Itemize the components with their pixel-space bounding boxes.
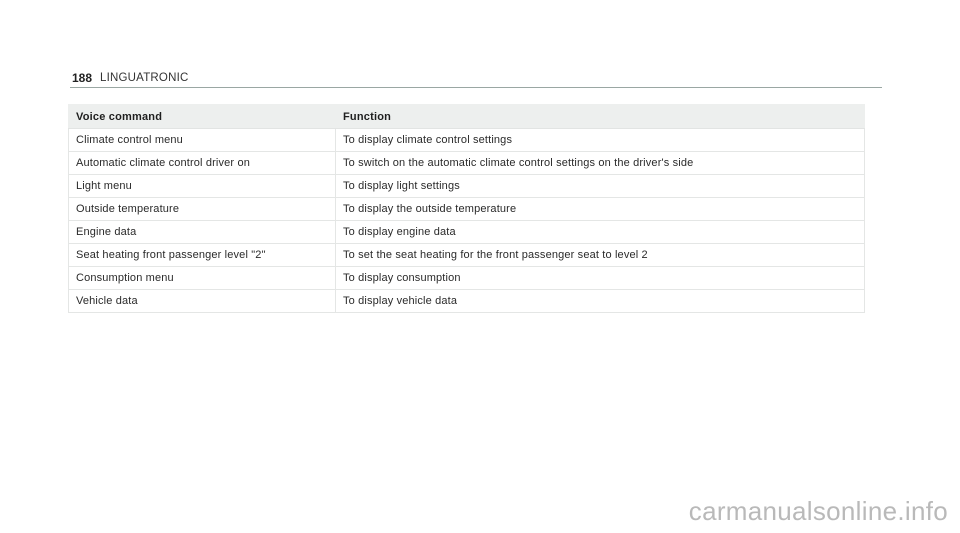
page-number: 188 bbox=[72, 71, 93, 85]
function-cell: To set the seat heating for the front passenger seat to level 2 bbox=[336, 244, 865, 267]
voice-command-cell: Light menu bbox=[69, 175, 336, 198]
table-row bbox=[69, 221, 865, 244]
voice-command-cell: Consumption menu bbox=[69, 267, 336, 290]
function-cell: To switch on the automatic climate control settings on the driver's side bbox=[336, 152, 865, 175]
column-header-voice-command: Voice command bbox=[69, 105, 336, 129]
voice-command-cell: Outside temperature bbox=[69, 198, 336, 221]
table-row bbox=[69, 244, 865, 267]
page-header bbox=[70, 69, 882, 88]
voice-command-cell: Automatic climate control driver on bbox=[69, 152, 336, 175]
function-cell: To display consumption bbox=[336, 267, 865, 290]
voice-command-cell: Seat heating front passenger level "2" bbox=[69, 244, 336, 267]
table-row bbox=[69, 198, 865, 221]
voice-command-cell: Vehicle data bbox=[69, 290, 336, 313]
table-row bbox=[69, 129, 865, 152]
function-cell: To display light settings bbox=[336, 175, 865, 198]
function-cell: To display climate control settings bbox=[336, 129, 865, 152]
function-cell: To display the outside temperature bbox=[336, 198, 865, 221]
voice-command-table bbox=[68, 104, 865, 313]
table-row bbox=[69, 152, 865, 175]
table-row bbox=[69, 175, 865, 198]
voice-command-cell: Climate control menu bbox=[69, 129, 336, 152]
voice-command-cell: Engine data bbox=[69, 221, 336, 244]
section-title: LINGUATRONIC bbox=[100, 72, 189, 84]
table-row bbox=[69, 267, 865, 290]
function-cell: To display engine data bbox=[336, 221, 865, 244]
table-row bbox=[69, 290, 865, 313]
function-cell: To display vehicle data bbox=[336, 290, 865, 313]
table-header-row bbox=[69, 105, 865, 129]
column-header-function: Function bbox=[336, 105, 865, 129]
watermark: carmanualsonline.info bbox=[688, 496, 948, 526]
